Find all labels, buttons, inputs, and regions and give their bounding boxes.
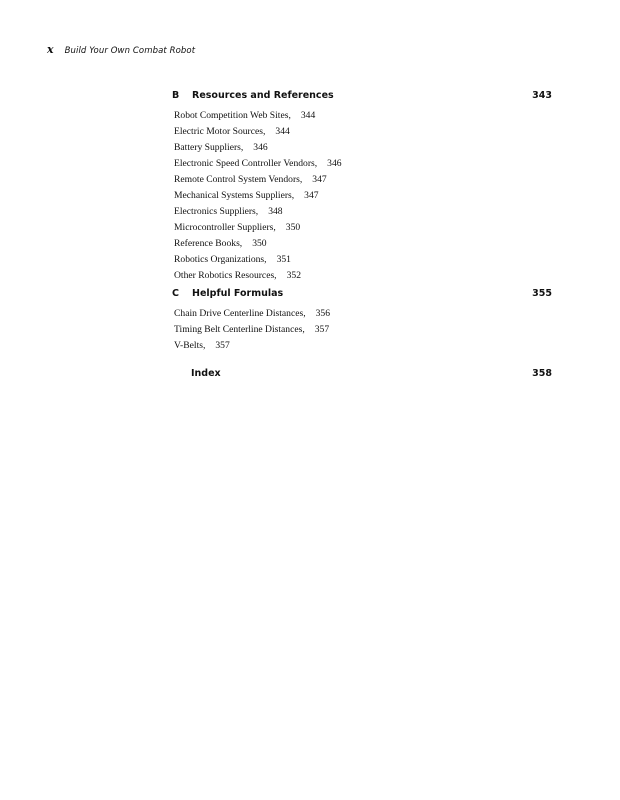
entry-title: Electric Motor Sources, — [174, 126, 266, 137]
entry-page: 350 — [285, 222, 301, 233]
section-entries — [174, 108, 552, 284]
toc-entry[interactable] — [174, 306, 552, 322]
toc-entry[interactable] — [174, 140, 552, 156]
entry-title: Microcontroller Suppliers, — [174, 222, 276, 233]
section-title: Index — [191, 368, 221, 379]
entry-title: Reference Books, — [174, 238, 243, 249]
toc-entry[interactable] — [174, 252, 552, 268]
page-folio: x — [47, 43, 54, 56]
toc-entry[interactable] — [174, 124, 552, 140]
toc-section-index — [172, 368, 552, 385]
entry-page: 347 — [304, 190, 319, 201]
entry-title: Chain Drive Centerline Distances, — [174, 308, 306, 319]
toc-entry[interactable] — [174, 156, 552, 172]
toc-section-c — [172, 288, 552, 354]
entry-page: 357 — [215, 340, 230, 351]
section-heading[interactable] — [172, 90, 552, 107]
toc-entry[interactable] — [174, 236, 552, 252]
entry-page: 347 — [312, 174, 327, 185]
section-page-number: 355 — [532, 288, 552, 299]
entry-title: Electronics Suppliers, — [174, 206, 259, 217]
entry-title: Other Robotics Resources, — [174, 270, 277, 281]
toc-entry[interactable] — [174, 108, 552, 124]
entry-title: Robot Competition Web Sites, — [174, 110, 291, 121]
section-heading[interactable] — [172, 288, 552, 305]
section-title: Helpful Formulas — [192, 288, 284, 299]
entry-page: 344 — [300, 110, 316, 121]
book-title: Build Your Own Combat Robot — [64, 46, 196, 56]
entry-page: 346 — [253, 142, 268, 153]
toc-entry[interactable] — [174, 172, 552, 188]
entry-title: Battery Suppliers, — [174, 142, 244, 153]
entry-page: 356 — [315, 308, 331, 319]
toc-entry[interactable] — [174, 188, 552, 204]
entry-title: Remote Control System Vendors, — [174, 174, 303, 185]
section-heading[interactable] — [172, 368, 552, 385]
section-letter: B — [172, 90, 180, 101]
entry-page: 351 — [276, 254, 291, 265]
entry-page: 357 — [314, 324, 330, 335]
entry-page: 350 — [252, 238, 267, 249]
entry-page: 346 — [327, 158, 342, 169]
entry-title: Timing Belt Centerline Distances, — [174, 324, 305, 335]
entry-title: Robotics Organizations, — [174, 254, 267, 265]
toc-entry[interactable] — [174, 322, 552, 338]
section-entries — [174, 306, 552, 354]
toc-entry[interactable] — [174, 220, 552, 236]
running-head — [47, 43, 195, 59]
section-letter: C — [172, 288, 179, 299]
toc-section-b — [172, 90, 552, 284]
toc-entry[interactable] — [174, 338, 552, 354]
section-page-number: 358 — [532, 368, 552, 379]
entry-title: Mechanical Systems Suppliers, — [174, 190, 295, 201]
entry-page: 344 — [275, 126, 290, 137]
entry-page: 352 — [286, 270, 301, 281]
toc-entry[interactable] — [174, 204, 552, 220]
section-title: Resources and References — [192, 90, 334, 101]
section-page-number: 343 — [532, 90, 552, 101]
toc-entry[interactable] — [174, 268, 552, 284]
entry-page: 348 — [268, 206, 283, 217]
entry-title: V-Belts, — [174, 340, 206, 351]
entry-title: Electronic Speed Controller Vendors, — [174, 158, 318, 169]
